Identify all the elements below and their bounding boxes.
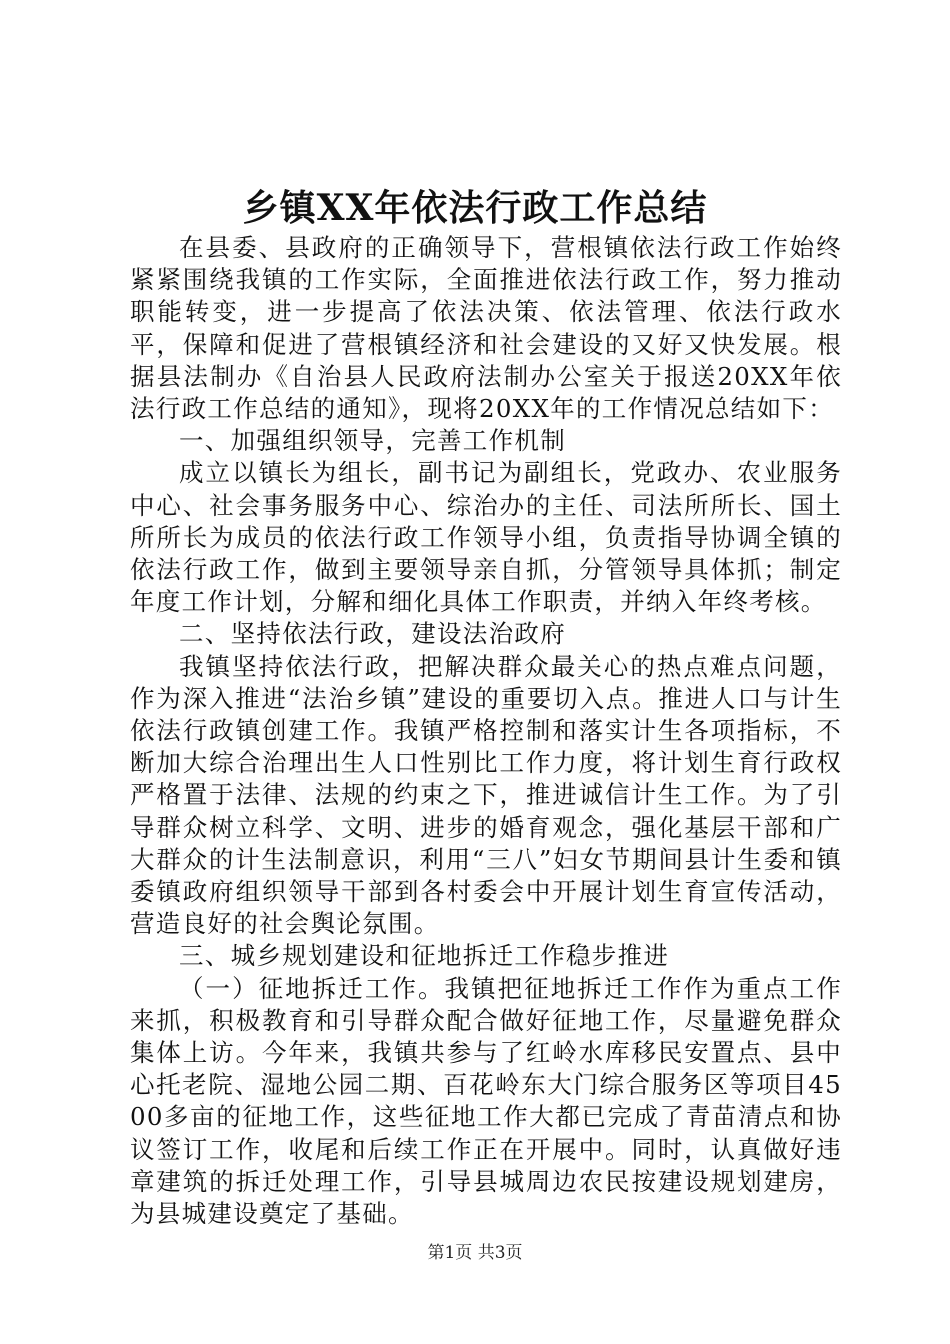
paragraph-section-1: 成立以镇长为组长，副书记为副组长，党政办、农业服务中心、社会事务服务中心、综治办的主任、司法所所长、国土所所长为成员的依法行政工作领导小组，负责指导协调全镇的依法行政工作，做到主要领导亲自抓，分管领导具体抓；制定年度工作计划，分解和细化具体工作职责，并纳入年终考核。 (130, 458, 842, 617)
paragraph-intro: 在县委、县政府的正确领导下，营根镇依法行政工作始终紧紧围绕我镇的工作实际，全面推进依法行政工作，努力推动职能转变，进一步提高了依法决策、依法管理、依法行政水平，保障和促进了营根镇经济和社会建设的又好又快发展。根据县法制办《自治县人民政府法制办公室关于报送20XX年依法行政工作总结的通知》，现将20XX年的工作情况总结如下： (130, 233, 842, 424)
page-footer: 第1页 共3页 (427, 1243, 523, 1263)
paragraph-section-3: （一）征地拆迁工作。我镇把征地拆迁工作作为重点工作来抓，积极教育和引导群众配合做好征地工作，尽量避免群众集体上访。今年来，我镇共参与了红岭水库移民安置点、县中心托老院、湿地公园二期、百花岭东大门综合服务区等项目4500多亩的征地工作，这些征地工作大都已完成了青苗清点和协议签订工作，收尾和后续工作正在开展中。同时，认真做好违章建筑的拆迁处理工作，引导县城周边农民按建设规划建房，为县城建设奠定了基础。 (130, 973, 842, 1229)
section-heading-2: 二、坚持依法行政，建设法治政府 (179, 619, 566, 649)
section-heading-1: 一、加强组织领导，完善工作机制 (179, 426, 566, 456)
section-heading-3: 三、城乡规划建设和征地拆迁工作稳步推进 (179, 941, 670, 971)
document-title: 乡镇XX年依法行政工作总结 (242, 187, 708, 229)
paragraph-section-2: 我镇坚持依法行政，把解决群众最关心的热点难点问题，作为深入推进“法治乡镇”建设的重要切入点。推进人口与计生依法行政镇创建工作。我镇严格控制和落实计生各项指标，不断加大综合治理出生人口性别比工作力度，将计划生育行政权严格置于法律、法规的约束之下，推进诚信计生工作。为了引导群众树立科学、文明、进步的婚育观念，强化基层干部和广大群众的计生法制意识，利用“三八”妇女节期间县计生委和镇委镇政府组织领导干部到各村委会中开展计划生育宣传活动，营造良好的社会舆论氛围。 (130, 651, 842, 939)
document-body (130, 232, 842, 1230)
